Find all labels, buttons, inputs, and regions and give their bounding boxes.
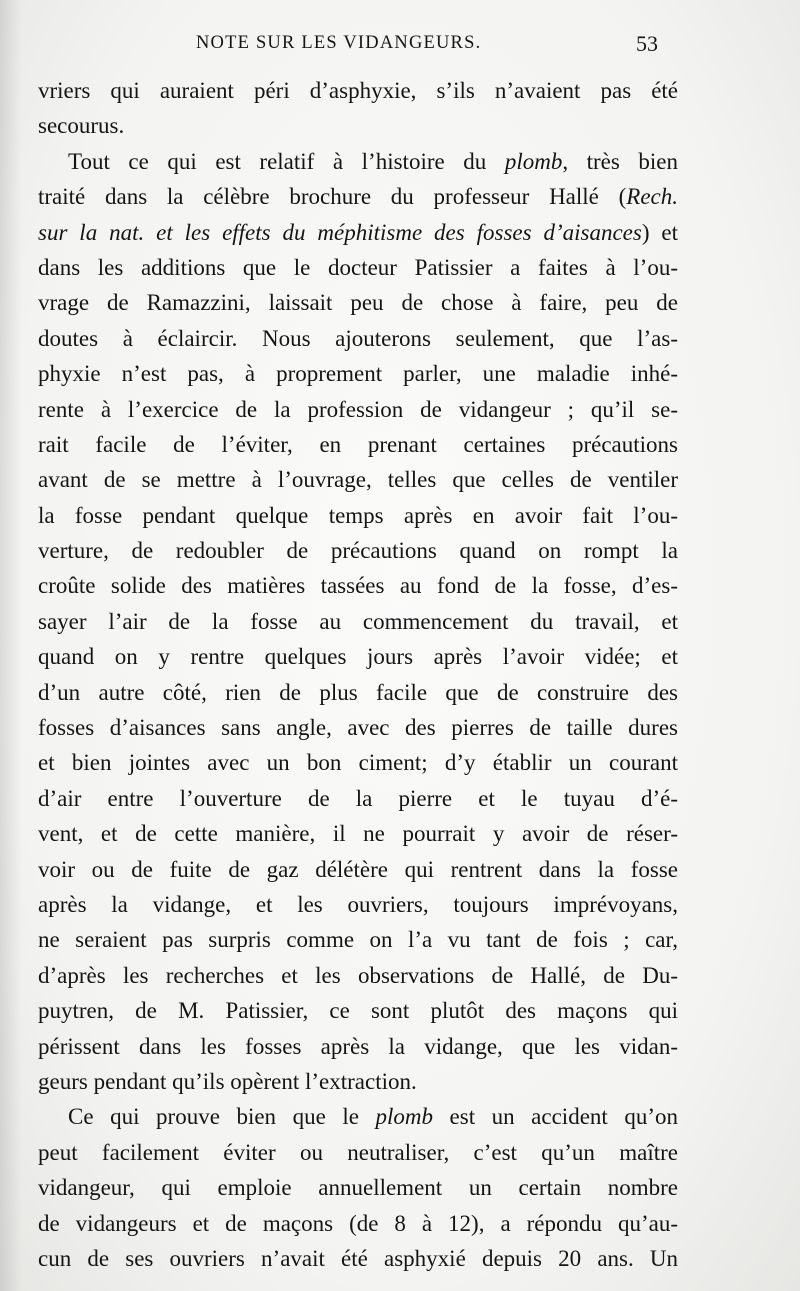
text-line: périssent dans les fosses après la vidange, que les vidan- [38, 1033, 678, 1059]
page-number: 53 [636, 31, 658, 56]
text-line: puytren, de M. Patissier, ce sont plutôt des maçons qui [38, 998, 678, 1024]
text-line: fosses d’aisances sans angle, avec des pierres de taille dures [38, 715, 678, 741]
italic-phrase: plomb [375, 1104, 433, 1130]
text-line: et bien jointes avec un bon ciment; d’y établir un courant [38, 750, 678, 776]
text-line: verture, de redoubler de précautions quand on rompt la [38, 538, 678, 564]
text-line: vidangeur, qui emploie annuellement un certain nombre [38, 1175, 678, 1201]
text-line: quand on y rentre quelques jours après l’avoir vidée; et [38, 644, 678, 670]
text-line: geurs pendant qu’ils opèrent l’extraction. [38, 1068, 417, 1094]
text-line: peut facilement éviter ou neutraliser, c’est qu’un maître [38, 1139, 678, 1165]
italic-phrase: Rech. [626, 184, 678, 210]
body-text [38, 73, 678, 1276]
text-line: vrage de Ramazzini, laissait peu de chose à faire, peu de [38, 290, 678, 316]
italic-phrase: plomb [504, 148, 563, 174]
text-line: avant de se mettre à l’ouvrage, telles que celles de ventiler [38, 467, 678, 493]
paragraph-start-line: Ce qui prouve bien que le plomb est un accident qu’on [68, 1104, 679, 1130]
text-line: ne seraient pas surpris comme on l’a vu tant de fois ; car, [38, 927, 678, 953]
text-line: d’après les recherches et les observations de Hallé, de Du- [38, 962, 678, 988]
paragraph-start-line: Tout ce qui est relatif à l’histoire du plomb, très bien [68, 148, 679, 174]
text-line: secourus. [38, 113, 125, 139]
text-line: d’un autre côté, rien de plus facile que de construire des [38, 679, 678, 705]
text-line: croûte solide des matières tassées au fond de la fosse, d’es- [38, 573, 678, 599]
text-line: après la vidange, et les ouvriers, toujours imprévoyans, [38, 891, 678, 917]
text-line: voir ou de fuite de gaz délétère qui rentrent dans la fosse [38, 856, 678, 882]
text-line: rente à l’exercice de la profession de vidangeur ; qu’il se- [38, 396, 678, 422]
text-line: dans les additions que le docteur Patissier a faites à l’ou- [38, 254, 678, 280]
text-line: cun de ses ouvriers n’avait été asphyxié depuis 20 ans. Un [38, 1245, 678, 1271]
running-title: NOTE SUR LES VIDANGEURS. [196, 33, 482, 53]
italic-phrase: sur la nat. et les effets du méphitisme des fosses d’aisances [38, 219, 642, 245]
text-line: sur la nat. et les effets du méphitisme des fosses d’aisances) et [38, 219, 678, 245]
text-line: traité dans la célèbre brochure du professeur Hallé (Rech. [38, 184, 678, 210]
text-line: d’air entre l’ouverture de la pierre et le tuyau d’é- [38, 785, 678, 811]
text-line: vriers qui auraient péri d’asphyxie, s’ils n’avaient pas été [38, 78, 678, 103]
text-line: sayer l’air de la fosse au commencement du travail, et [38, 608, 678, 634]
text-line: rait facile de l’éviter, en prenant certaines précautions [38, 431, 678, 457]
page-header [0, 28, 800, 68]
text-line: de vidangeurs et de maçons (de 8 à 12), a répondu qu’au- [38, 1210, 678, 1236]
text-line: phyxie n’est pas, à proprement parler, une maladie inhé- [38, 361, 678, 387]
text-line: vent, et de cette manière, il ne pourrait y avoir de réser- [38, 821, 678, 847]
text-line: doutes à éclaircir. Nous ajouterons seulement, que l’as- [38, 325, 678, 351]
text-line: la fosse pendant quelque temps après en avoir fait l’ou- [38, 502, 678, 528]
